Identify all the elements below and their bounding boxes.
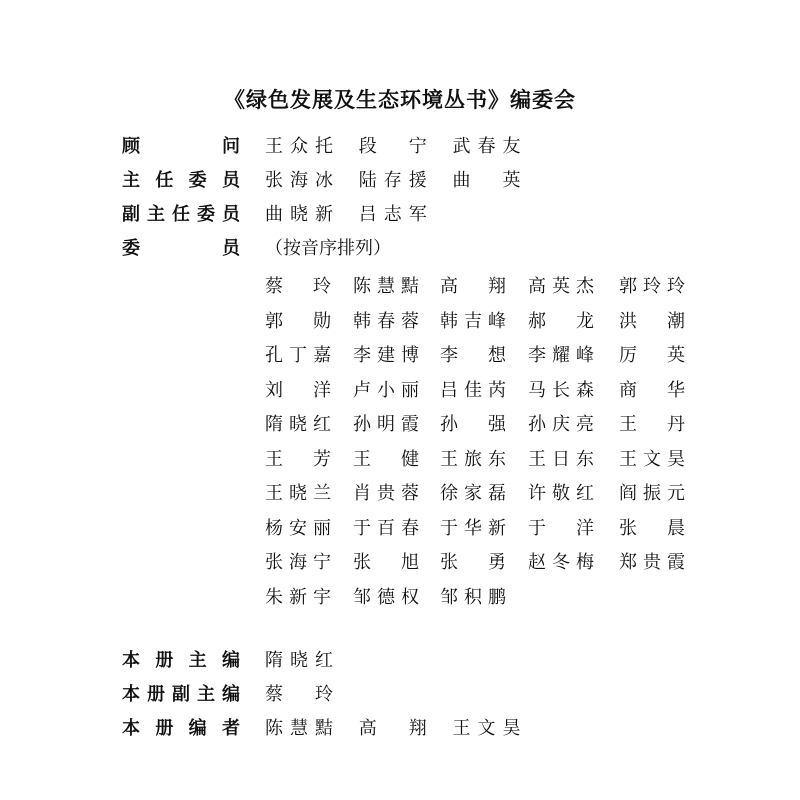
member-name: 赵冬梅 (528, 552, 594, 573)
directors-label: 主任委员 (122, 170, 240, 191)
page-title: 《绿色发展及生态环境丛书》编委会 (224, 87, 576, 112)
vice-directors-label: 副主任委员 (122, 204, 240, 225)
member-name: 郭 勋 (265, 310, 331, 332)
member-name: 许敬红 (528, 483, 594, 504)
member-name: 王 丹 (619, 414, 685, 435)
member-name: 李 想 (440, 345, 506, 366)
member-name: 孙 强 (440, 414, 506, 435)
members-label: 委 员 (122, 238, 240, 259)
member-name: 肖贵蓉 (353, 483, 419, 504)
member-name: 蔡 玲 (265, 276, 331, 297)
member-name: 王文昊 (619, 448, 685, 470)
member-name: 邹积鹏 (440, 586, 506, 608)
member-name: 吕佳芮 (440, 379, 506, 401)
member-name: 朱新宇 (265, 586, 331, 608)
member-name: 于百春 (353, 517, 419, 539)
member-name: 高英杰 (528, 276, 594, 297)
member-name: 王日东 (528, 448, 594, 470)
members-note: （按音序排列） (265, 238, 391, 259)
member-name: 孙庆亮 (528, 414, 594, 435)
member-name: 张 旭 (353, 552, 419, 573)
member-name: 刘 洋 (265, 379, 331, 401)
member-name: 韩春蓉 (353, 310, 419, 332)
editor-name: 高 翔 (358, 718, 427, 739)
vice-chief-editor-names (265, 680, 353, 710)
editor-name: 陈慧黠 (265, 718, 333, 739)
member-name: 马长森 (528, 379, 594, 401)
member-name: 邹德权 (353, 586, 419, 608)
member-name: 郭玲玲 (619, 276, 685, 297)
editors-names (265, 714, 540, 744)
chief-editor-names (265, 646, 353, 676)
advisor-name: 王众托 (265, 136, 333, 157)
editor-name: 王文昊 (452, 718, 521, 739)
member-name: 厉 英 (619, 345, 685, 366)
member-name: 洪 潮 (619, 310, 685, 332)
editors-label: 本册编者 (122, 718, 240, 739)
member-name: 高 翔 (440, 276, 506, 297)
member-name: 王晓兰 (265, 483, 331, 504)
chief-editor-name: 隋晓红 (265, 650, 333, 671)
member-name: 李耀峰 (528, 345, 594, 366)
member-name: 商 华 (619, 379, 685, 401)
member-name: 隋晓红 (265, 414, 331, 435)
member-name: 王 健 (353, 448, 419, 470)
member-name: 徐家磊 (440, 483, 506, 504)
member-name: 韩吉峰 (440, 310, 506, 332)
vice-chief-editor-name: 蔡 玲 (265, 684, 333, 705)
member-name: 陈慧黠 (353, 276, 419, 297)
member-name: 于华新 (440, 517, 506, 539)
member-name: 李建博 (353, 345, 419, 366)
vice-director-name: 吕志军 (358, 204, 427, 225)
member-name: 于 洋 (528, 517, 594, 539)
member-name: 卢小丽 (353, 379, 419, 401)
vice-chief-editor-label: 本册副主编 (122, 684, 240, 705)
member-name: 张 勇 (440, 552, 506, 573)
member-name: 杨安丽 (265, 517, 331, 539)
vice-director-name: 曲晓新 (265, 204, 333, 225)
member-name: 王 芳 (265, 448, 331, 470)
member-name: 孙明霞 (353, 414, 419, 435)
member-name: 张 晨 (619, 517, 685, 539)
member-name: 张海宁 (265, 552, 331, 573)
director-name: 曲 英 (452, 170, 521, 191)
advisor-name: 武春友 (452, 136, 521, 157)
advisor-name: 段 宁 (358, 136, 427, 157)
director-name: 陆存援 (358, 170, 427, 191)
directors-names (265, 166, 540, 196)
director-name: 张海冰 (265, 170, 333, 191)
member-name: 王旅东 (440, 448, 506, 470)
advisors-names (265, 132, 540, 162)
advisors-label: 顾 问 (122, 136, 240, 157)
member-name: 阎振元 (619, 483, 685, 504)
member-name: 郑贵霞 (619, 552, 685, 573)
member-name: 孔丁嘉 (265, 345, 331, 366)
vice-directors-names (265, 200, 447, 230)
member-name: 郝 龙 (528, 310, 594, 332)
chief-editor-label: 本册主编 (122, 650, 240, 671)
